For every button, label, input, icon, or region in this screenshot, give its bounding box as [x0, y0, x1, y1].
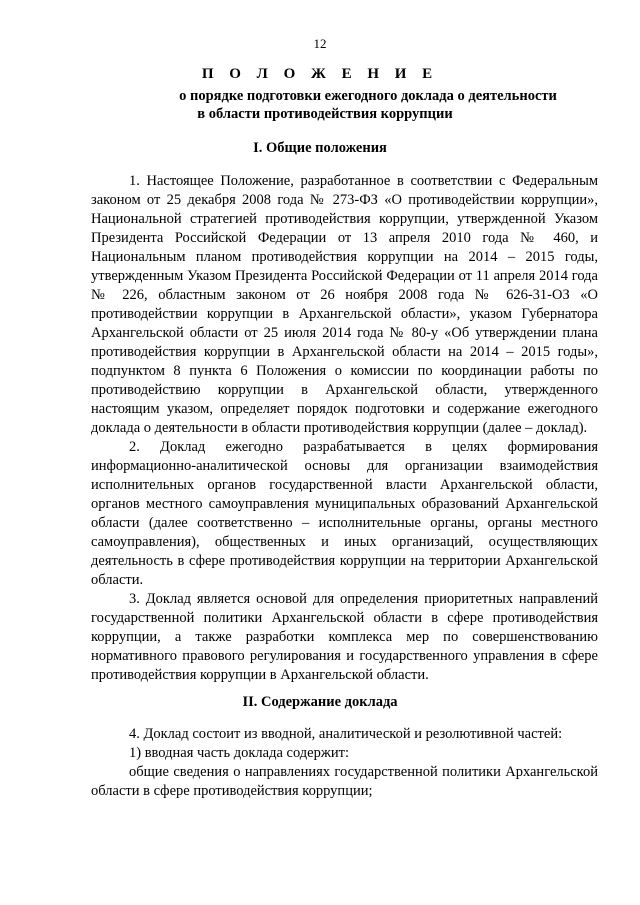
paragraph-4-1-general: общие сведения о направлениях государственной политики Архангельской области в сфере противодействия коррупции;	[91, 764, 598, 799]
paragraph-3: 3. Доклад является основой для определения приоритетных направлений государственной политики Архангельской области в сфере противодействия коррупции, а также разработки комплекса мер по совершенствованию нормативного правового регулирования и государственного управления в сфере противодействия коррупции в Архангельской области.	[91, 591, 598, 683]
page-number: 12	[313, 36, 327, 51]
document-title: П О Л О Ж Е Н И Е	[201, 66, 439, 82]
section-general-body	[91, 172, 598, 685]
paragraph-2: 2. Доклад ежегодно разрабатывается в целях формирования информационно-аналитической основы для организации взаимодействия исполнительных органов государственной власти Архангельской области, органов местного самоуправления муниципальных образований Архангельской области (далее соответственно – исполнительные органы, органы местного самоуправления), общественных и иных организаций, осуществляющих деятельность в сфере противодействия коррупции на территории Архангельской области.	[91, 439, 598, 588]
section-heading-general: I. Общие положения	[253, 140, 387, 156]
paragraph-4: 4. Доклад состоит из вводной, аналитической и резолютивной частей:	[129, 726, 563, 742]
section-content-body	[91, 725, 598, 801]
section-heading-content: II. Содержание доклада	[242, 694, 398, 710]
paragraph-4-1: 1) вводная часть доклада содержит:	[129, 745, 349, 761]
document-subtitle	[0, 87, 640, 123]
paragraph-1: 1. Настоящее Положение, разработанное в соответствии с Федеральным законом от 25 декабря 2008 года № 273-ФЗ «О противодействии коррупции», Национальной стратегией противодействия коррупции, утвержденной Указом Президента Российской Федерации от 13 апреля 2010 года № 460, и Национальным планом противодействия коррупции на 2014 – 2015 годы, утвержденным Указом Президента Российской Федерации от 11 апреля 2014 года № 226, областным законом от 26 ноября 2008 года № 626-31-ОЗ «О противодействии коррупции в Архангельской области», указом Губернатора Архангельской области от 25 июля 2014 года № 80-у «Об утверждении плана противодействия коррупции в Архангельской области на 2014 – 2015 годы», подпунктом 8 пункта 6 Положения о комиссии по координации работы по противодействию коррупции в Архангельской области, утвержденного настоящим указом, определяет порядок подготовки и содержание ежегодного доклада о деятельности в области противодействия коррупции (далее – доклад).	[91, 173, 598, 436]
subtitle-line-2: в области противодействия коррупции	[197, 106, 453, 122]
subtitle-line-1: о порядке подготовки ежегодного доклада о деятельности	[179, 88, 557, 104]
